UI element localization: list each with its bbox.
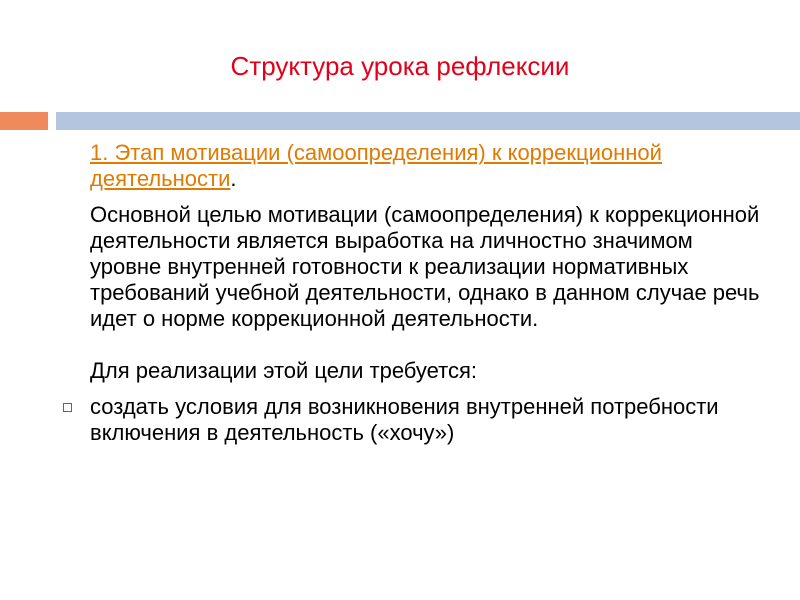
stage-heading-link[interactable]: 1. Этап мотивации (самоопределения) к коррекционной деятельности [90,140,662,191]
spacer [90,332,770,358]
hollow-square-bullet-icon [63,403,72,412]
list-item-text: создать условия для возникновения внутренней потребности включения в деятельность («хочу») [90,394,719,445]
stage-heading-suffix: . [230,166,237,191]
slide-content [90,140,770,446]
requirement-intro: Для реализации этой цели требуется: [90,358,478,383]
goal-paragraph: Основной целью мотивации (самоопределения) к коррекционной деятельности является выработка на личностно значимом уровне внутренней готовности к реализации нормативных требований учебной деятельности, однако в данном случае речь идет о норме коррекционной деятельности. [90,202,760,331]
slide-title: Структура урока рефлексии [230,51,570,81]
accent-bar-right [56,112,800,130]
list-item [90,394,770,446]
stage-heading [90,140,770,192]
accent-bar-left [0,112,48,130]
